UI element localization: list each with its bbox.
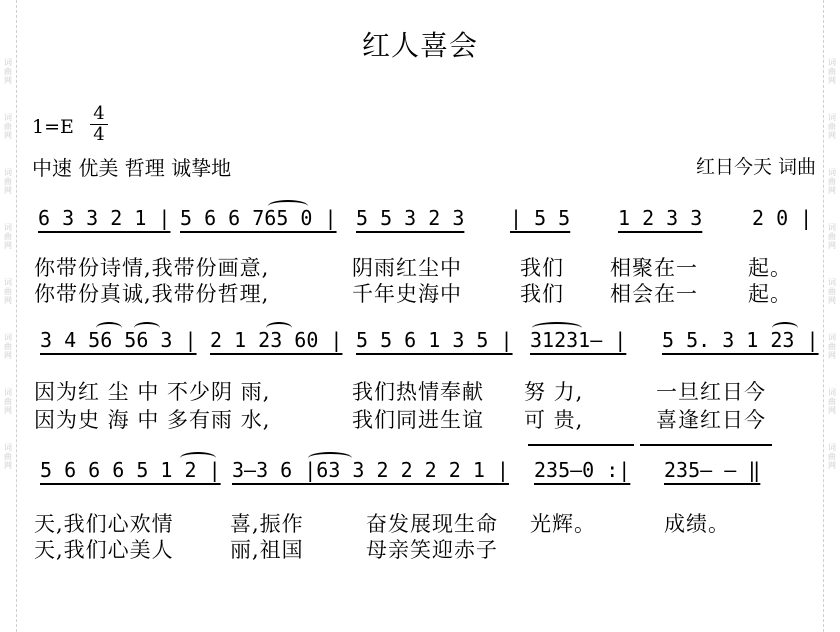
notation-segment: | 5 5 (510, 206, 571, 230)
volta-bracket (528, 444, 634, 446)
watermark-group: 词 曲 网 (828, 443, 836, 470)
lyric-verse-1: 喜,振作 (230, 512, 304, 536)
watermark-divider-right (823, 0, 824, 632)
lyric-verse-1: 我们热情奉献 (352, 380, 484, 404)
notation-segment: 2 1 23 60 | (210, 328, 343, 352)
key-label: 1=E (32, 116, 74, 138)
lyric-verse-2: 起。 (748, 282, 792, 306)
lyric-verse-2: 可 贵, (524, 408, 584, 432)
watermark-group: 词 曲 网 (4, 333, 12, 360)
notation-segment: 5 5. 3 1 23 | (662, 328, 819, 352)
notation-segment: 235—0 :| (534, 458, 631, 482)
lyric-verse-2: 我们 (520, 282, 564, 306)
watermark-group: 词 曲 网 (828, 168, 836, 195)
lyric-verse-2: 相会在一 (610, 282, 698, 306)
notation-segment: 2 0 | (752, 206, 813, 230)
watermark-group: 词 曲 网 (4, 278, 12, 305)
watermark-group: 词 曲 网 (4, 168, 12, 195)
lyric-verse-2: 千年史海中 (352, 282, 462, 306)
lyric-verse-1: 相聚在一 (610, 256, 698, 280)
notation-segment: 5 5 6 1 3 5 | (356, 328, 513, 352)
lyric-verse-1: 起。 (748, 256, 792, 280)
notation-segment: 5 6 6 765 0 | (180, 206, 337, 230)
notation-segment: 3 4 56 56 3 | (40, 328, 197, 352)
watermark-group: 词 曲 网 (828, 58, 836, 85)
lyric-verse-1: 阴雨红尘中 (352, 256, 462, 280)
watermark-group: 词 曲 网 (4, 223, 12, 250)
notation-segment: 235— — ‖ (664, 458, 761, 482)
tempo-marking: 中速 优美 哲理 诚挚地 (32, 156, 232, 180)
watermark-group: 词 曲 网 (828, 223, 836, 250)
time-signature-top: 4 (93, 103, 105, 124)
notation-segment: 1 2 3 3 (618, 206, 703, 230)
notation-segment: 31231— | (530, 328, 627, 352)
lyric-verse-1: 成绩。 (664, 512, 730, 536)
lyric-verse-1: 你带份诗情,我带份画意, (34, 256, 270, 280)
watermark-group: 词 曲 网 (4, 388, 12, 415)
lyric-verse-1: 奋发展现生命 (366, 512, 498, 536)
lyric-verse-2: 天,我们心美人 (34, 538, 174, 562)
lyric-verse-2: 我们同进生谊 (352, 408, 484, 432)
time-signature (88, 104, 110, 145)
lyric-verse-2: 喜逢红日今 (656, 408, 766, 432)
watermark-group: 词 曲 网 (828, 278, 836, 305)
watermark-group: 词 曲 网 (4, 113, 12, 140)
song-title: 红人喜会 (361, 29, 478, 62)
watermark-right (825, 0, 839, 632)
lyric-verse-2: 因为史 海 中 多有雨 水, (34, 408, 271, 432)
lyric-verse-1: 因为红 尘 中 不少阴 雨, (34, 380, 271, 404)
time-signature-bottom: 4 (93, 124, 105, 145)
credits: 红日今天 词曲 (695, 156, 816, 178)
watermark-divider-left (16, 0, 17, 632)
lyric-verse-1: 光辉。 (530, 512, 596, 536)
lyric-verse-1: 一旦红日今 (656, 380, 766, 404)
lyric-verse-1: 我们 (520, 256, 564, 280)
lyric-verse-2: 丽,祖国 (230, 538, 304, 562)
notation-segment: 3—3 6 |63 3 2 2 2 2 1 | (232, 458, 509, 482)
lyric-verse-1: 天,我们心欢情 (34, 512, 174, 536)
notation-segment: 5 5 3 2 3 (356, 206, 465, 230)
lyric-verse-2: 你带份真诚,我带份哲理, (34, 282, 270, 306)
volta-bracket (640, 444, 772, 446)
watermark-group: 词 曲 网 (828, 113, 836, 140)
notation-segment: 6 3 3 2 1 | (38, 206, 171, 230)
watermark-group: 词 曲 网 (4, 58, 12, 85)
watermark-group: 词 曲 网 (828, 333, 836, 360)
watermark-group: 词 曲 网 (4, 443, 12, 470)
notation-segment: 5 6 6 6 5 1 2 | (40, 458, 221, 482)
watermark-left (1, 0, 15, 632)
lyric-verse-2: 母亲笑迎赤子 (366, 538, 498, 562)
lyric-verse-1: 努 力, (524, 380, 584, 404)
watermark-group: 词 曲 网 (828, 388, 836, 415)
